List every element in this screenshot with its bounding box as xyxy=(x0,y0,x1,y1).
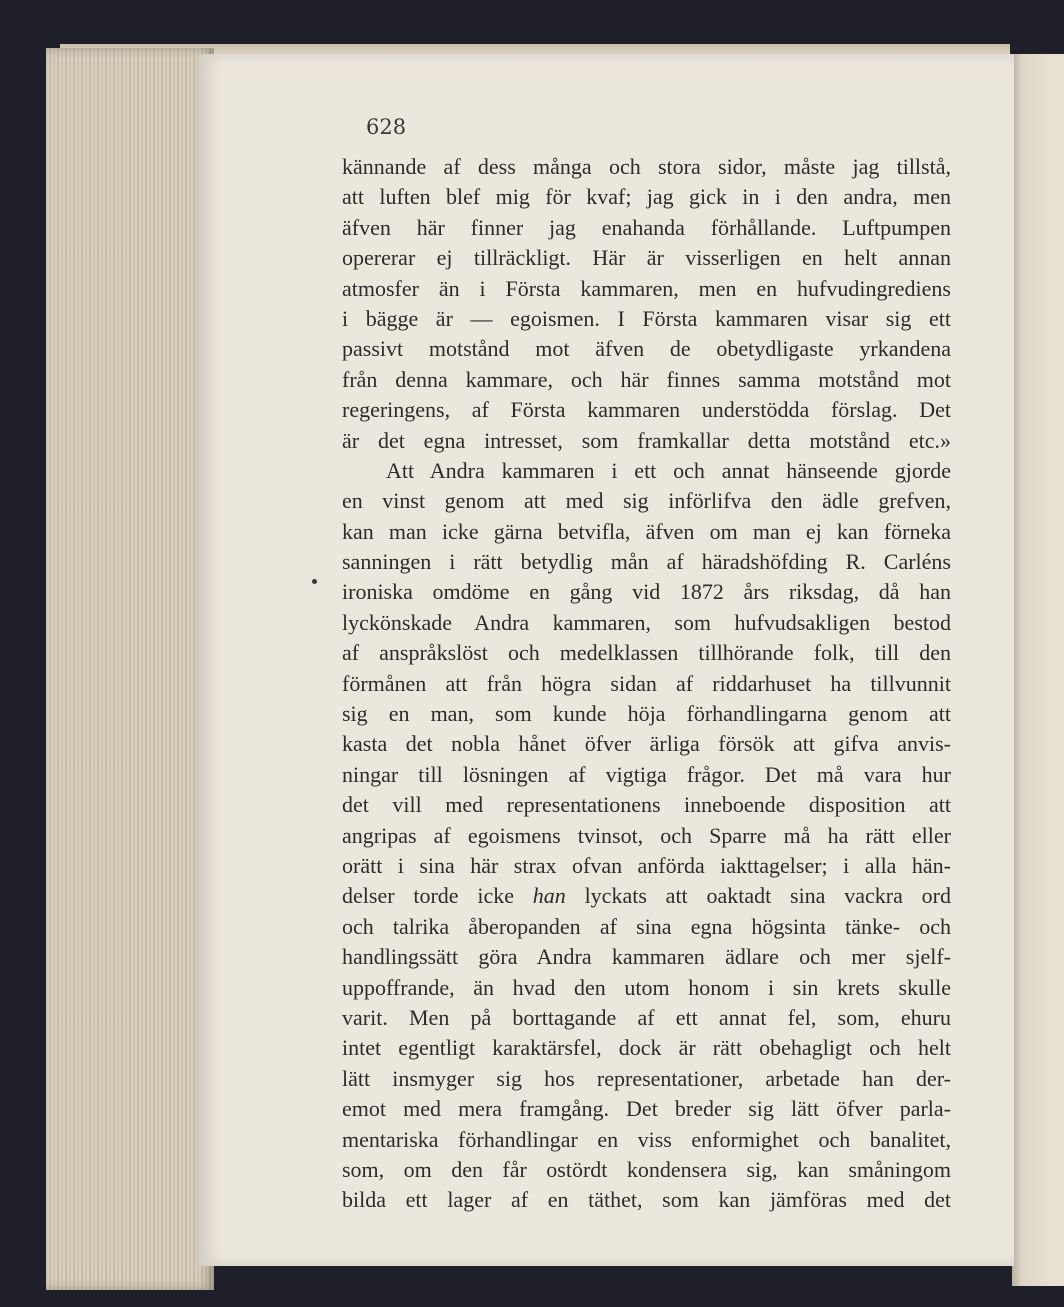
text-line: varit. Men på borttagande af ett annat fel, som, ehuru xyxy=(342,1004,951,1030)
text-line: sanningen i rätt betydlig mån af häradshöfding R. Carléns xyxy=(342,549,951,575)
text-line: sig en man, som kunde höja förhandlingarna genom att xyxy=(342,701,951,727)
text-segment: delser torde icke xyxy=(342,883,514,909)
text-line: uppoffrande, än hvad den utom honom i sin krets skulle xyxy=(342,974,951,1000)
stacked-page-edges xyxy=(46,48,214,1290)
text-line: en vinst genom att med sig införlifva den ädle grefven, xyxy=(342,488,951,514)
text-line: kännande af dess många och stora sidor, måste jag tillstå, xyxy=(342,154,951,179)
text-line: regeringens, af Första kammaren understödda förslag. Det xyxy=(342,397,951,423)
text-line: af anspråkslöst och medelklassen tillhörande folk, till den xyxy=(342,640,951,666)
text-line: som, om den får ostördt kondensera sig, kan småningom xyxy=(342,1156,951,1182)
text-line: atmosfer än i Första kammaren, men en hufvudingrediens xyxy=(342,275,951,301)
text-line: det vill med representationens inneboende disposition att xyxy=(342,792,951,818)
facing-page-gutter xyxy=(1012,54,1064,1286)
text-line: ningar till lösningen af vigtiga frågor. Det må vara hur xyxy=(342,761,951,787)
margin-mark xyxy=(312,579,317,584)
text-line: kasta det nobla hånet öfver ärliga försök att gifva anvis- xyxy=(342,731,951,757)
text-line: intet egentligt karaktärsfel, dock är rätt obehagligt och helt xyxy=(342,1035,951,1061)
text-line: handlingssätt göra Andra kammaren ädlare och mer sjelf- xyxy=(342,944,951,970)
text-line: lyckönskade Andra kammaren, som hufvudsakligen bestod xyxy=(342,609,951,635)
paragraph-start-line: Att Andra kammaren i ett och annat hänseende gjorde xyxy=(386,457,951,483)
text-line: bilda ett lager af en täthet, som kan jämföras med det xyxy=(342,1187,951,1213)
text-line: passivt motstånd mot äfven de obetydligaste yrkandena xyxy=(342,336,951,362)
text-line: är det egna intresset, som framkallar detta motstånd etc.» xyxy=(342,427,951,453)
text-line: ironiska omdöme en gång vid 1872 års riksdag, då han xyxy=(342,579,951,605)
page-number: 628 xyxy=(366,115,407,139)
text-line: i bägge är — egoismen. I Första kammaren visar sig ett xyxy=(342,305,951,331)
text-segment: lyckats att oaktadt sina vackra ord xyxy=(584,883,951,909)
text-line-with-italic xyxy=(342,881,951,911)
text-line: äfven här finner jag enahanda förhållande. Luftpumpen xyxy=(342,214,951,240)
text-line: från denna kammare, och här finnes samma motstånd mot xyxy=(342,366,951,392)
text-line: angripas af egoismens tvinsot, och Sparre må ha rätt eller xyxy=(342,822,951,848)
text-line: kan man icke gärna betvifla, äfven om man ej kan förneka xyxy=(342,518,951,544)
text-line: opererar ej tillräckligt. Här är visserligen en helt annan xyxy=(342,245,951,271)
text-line: att luften blef mig för kvaf; jag gick in i den andra, men xyxy=(342,184,951,210)
text-line: och talrika åberopanden af sina egna högsinta tänke- och xyxy=(342,913,951,939)
text-line: mentariska förhandlingar en viss enformighet och banalitet, xyxy=(342,1126,951,1152)
text-line: orätt i sina här strax ofvan anförda iakttagelser; i alla hän- xyxy=(342,852,951,878)
text-line: emot med mera framgång. Det breder sig lätt öfver parla- xyxy=(342,1096,951,1122)
text-line: förmånen att från högra sidan af riddarhuset ha tillvunnit xyxy=(342,670,951,696)
body-text xyxy=(342,152,951,1216)
text-line: lätt insmyger sig hos representationer, arbetade han der- xyxy=(342,1065,951,1091)
italic-word: han xyxy=(532,883,566,909)
